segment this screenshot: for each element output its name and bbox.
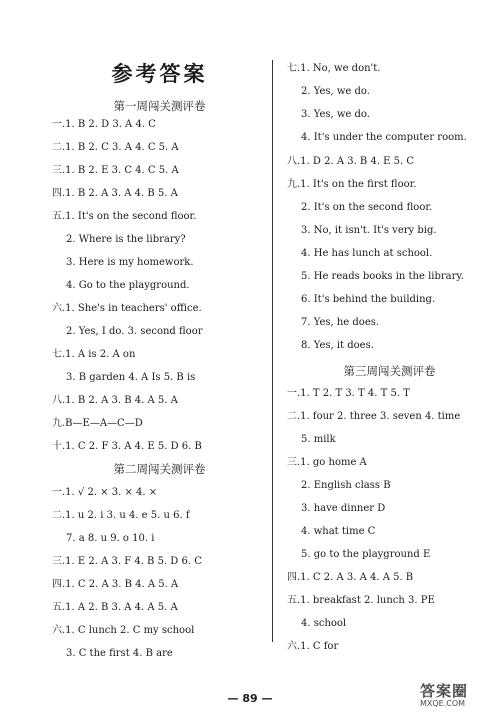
answer-line: 一.1. T 2. T 3. T 4. T 5. T	[287, 388, 410, 399]
answer-line: 7. Yes, he does.	[301, 317, 380, 328]
answer-line: 3. Here is my homework.	[66, 257, 194, 268]
answer-line: 4. school	[301, 618, 347, 629]
answer-line: 四.1. C 2. A 3. A 4. A 5. B	[287, 572, 414, 583]
answer-line: 2. Yes, we do.	[301, 86, 370, 97]
answer-line: 四.1. C 2. A 3. B 4. A 5. A	[52, 579, 179, 590]
answer-line: 2. Where is the library?	[66, 234, 186, 245]
answer-line: 三.1. go home A	[287, 457, 367, 468]
answer-line: 六.1. C lunch 2. C my school	[52, 625, 195, 636]
answer-line: 4. what time C	[301, 526, 376, 537]
answer-line: 2. Yes, I do. 3. second floor	[66, 326, 203, 337]
column-divider	[272, 60, 273, 642]
watermark-logo-text: 答案圈	[420, 682, 469, 700]
answer-line: 五.1. breakfast 2. lunch 3. PE	[287, 595, 435, 606]
answer-line: 3. have dinner D	[301, 503, 386, 514]
section-week3-heading: 第三周闯关测评卷	[343, 364, 436, 378]
answer-line: 四.1. B 2. A 3. A 4. B 5. A	[52, 188, 178, 199]
answer-line: 3. C the first 4. B are	[66, 648, 173, 659]
watermark-domain: MXQE.COM	[420, 699, 466, 708]
answer-line: 5. go to the playground E	[301, 549, 431, 560]
answer-line: 三.1. B 2. E 3. C 4. C 5. A	[52, 165, 179, 176]
answer-line: 八.1. D 2. A 3. B 4. E 5. C	[287, 156, 415, 167]
answer-line: 6. It's behind the building.	[301, 294, 436, 305]
answer-line: 九.B—E—A—C—D	[52, 418, 143, 429]
answer-line: 5. He reads books in the library.	[301, 271, 464, 282]
answer-line: 2. English class B	[301, 480, 391, 491]
site-watermark	[420, 680, 494, 712]
section-week1-heading: 第一周闯关测评卷	[113, 99, 206, 113]
answer-line: 九.1. It's on the first floor.	[287, 179, 417, 190]
answer-line: 4. It's under the computer room.	[301, 132, 467, 143]
answer-line: 4. He has lunch at school.	[301, 248, 433, 259]
answer-line: 8. Yes, it does.	[301, 340, 374, 351]
answer-line: 3. No, it isn't. It's very big.	[301, 225, 437, 236]
answer-line: 六.1. She's in teachers' office.	[52, 303, 202, 314]
page-title: 参考答案	[111, 62, 208, 86]
answer-line: 一.1. √ 2. × 3. × 4. ×	[52, 487, 158, 498]
answer-line: 一.1. B 2. D 3. A 4. C	[52, 119, 156, 130]
answer-line: 七.1. No, we don't.	[287, 63, 381, 74]
answer-line: 五.1. A 2. B 3. A 4. A 5. A	[52, 602, 178, 613]
answer-line: 二.1. u 2. i 3. u 4. e 5. u 6. f	[52, 510, 190, 521]
answer-line: 3. B garden 4. A Is 5. B is	[66, 372, 196, 383]
answer-line: 二.1. B 2. C 3. A 4. C 5. A	[52, 142, 179, 153]
answer-line: 7. a 8. u 9. o 10. i	[66, 533, 155, 544]
answer-line: 六.1. C for	[287, 641, 339, 652]
answer-line: 三.1. E 2. A 3. F 4. B 5. D 6. C	[52, 556, 202, 567]
answer-line: 2. It's on the second floor.	[301, 202, 433, 213]
page-number: — 89 —	[227, 692, 273, 705]
answer-line: 3. Yes, we do.	[301, 109, 370, 120]
section-week2-heading: 第二周闯关测评卷	[113, 462, 206, 476]
answer-line: 十.1. C 2. F 3. A 4. E 5. D 6. B	[52, 441, 202, 452]
answer-line: 七.1. A is 2. A on	[52, 349, 136, 360]
answer-line: 八.1. B 2. A 3. B 4. A 5. A	[52, 395, 178, 406]
answer-line: 五.1. It's on the second floor.	[52, 211, 197, 222]
answer-line: 5. milk	[301, 434, 336, 445]
answer-line: 二.1. four 2. three 3. seven 4. time	[287, 411, 461, 422]
answer-line: 4. Go to the playground.	[66, 280, 190, 291]
